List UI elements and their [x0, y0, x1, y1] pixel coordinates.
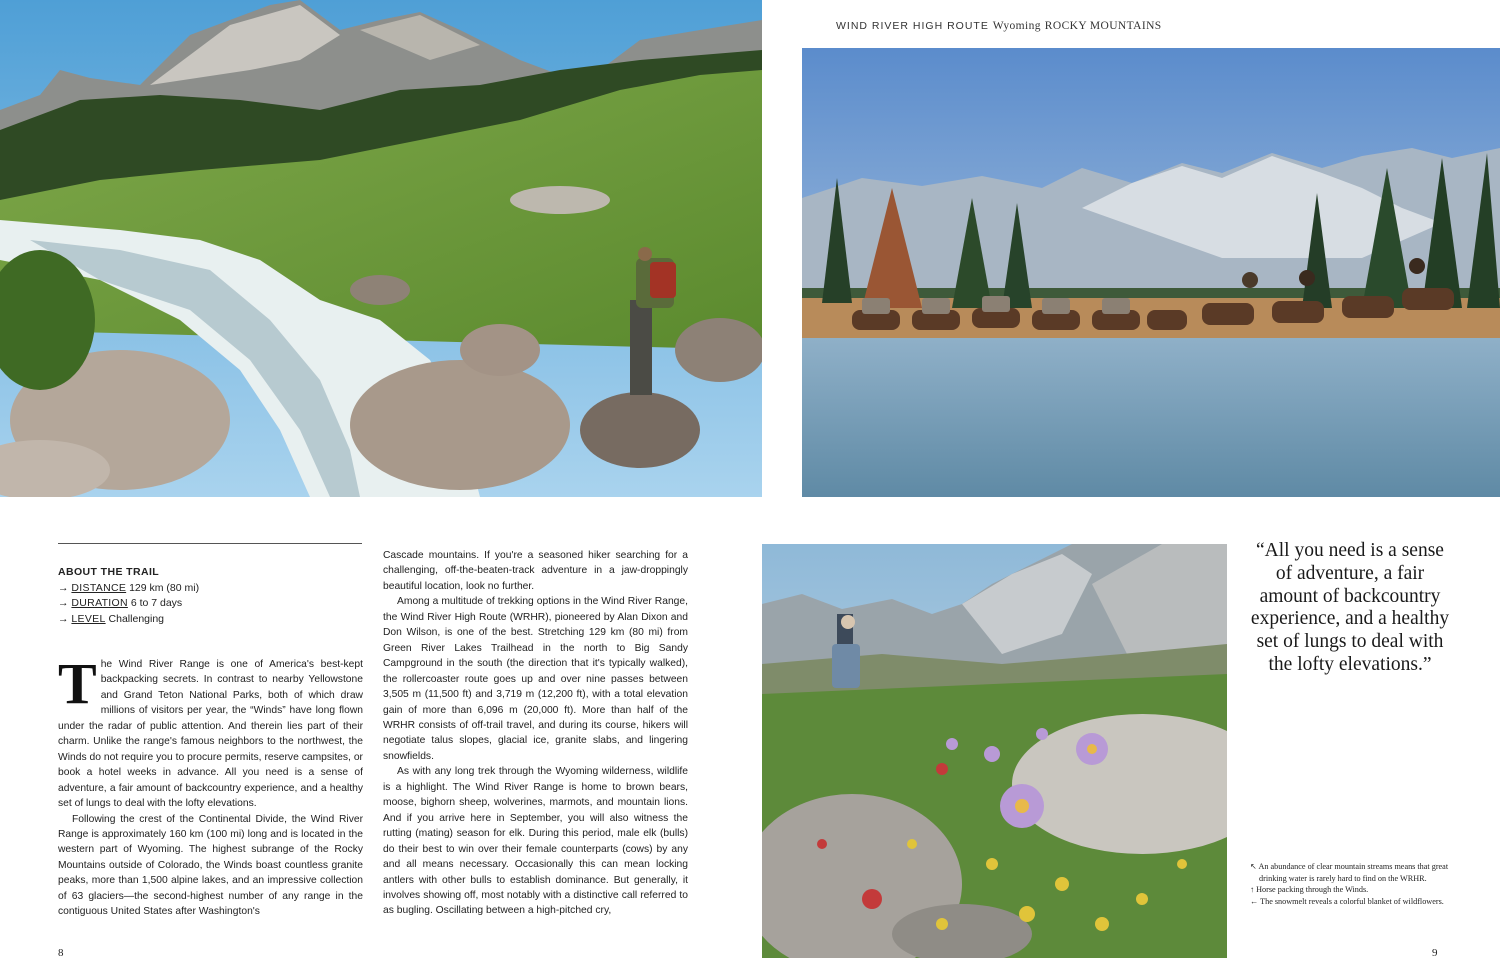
photo-captions — [1250, 861, 1460, 907]
about-item-distance — [58, 581, 358, 597]
header-region: ROCKY MOUNTAINS — [1044, 20, 1162, 32]
horse-packing-photo — [802, 48, 1500, 497]
header-trail: WIND RIVER HIGH ROUTE — [836, 20, 989, 32]
arrow-up-icon: ↑ — [1250, 885, 1255, 895]
about-item-duration — [58, 596, 358, 612]
caption-wildflowers: ← The snowmelt reveals a colorful blanket of wildflowers. — [1250, 896, 1444, 906]
about-item-level — [58, 612, 358, 628]
level-label: LEVEL — [71, 612, 106, 625]
arrow-left-icon: ← — [1250, 896, 1259, 906]
about-the-trail — [58, 565, 358, 627]
arrow-icon: → — [58, 581, 69, 594]
drop-cap: T — [58, 651, 97, 716]
running-header — [836, 20, 1162, 32]
distance-value: 129 km (80 mi) — [129, 581, 200, 594]
duration-label: DURATION — [71, 597, 128, 609]
body-paragraph: Among a multitude of trekking options in the Wind River Range, the Wind River High Route (WRHR), pioneered by Alan Dixon and Don Wilson, is one of the best. Stretching 129 km (80 mi) from Green River Lakes Trailhead in the north to Big Sandy Campground in the south (the direction that it's typically walked), the rollercoaster route goes up and over nine passes between 3,505 m (11,500 ft) and 3,719 m (12,200 ft), with a total elevation gain of more than 6,096 m (20,000 ft). More than half of the WRHR consists of off-trail travel, and during its course, hikers will negotiate talus slopes, glacial ice, granite slabs, and lingering snowfields. — [383, 596, 688, 762]
body-column-1 — [58, 651, 363, 920]
caption-horse-packing: ↑ Horse packing through the Winds. — [1250, 885, 1369, 895]
arrow-up-left-icon: ↖ — [1250, 862, 1257, 871]
arrow-icon: → — [58, 612, 69, 625]
body-paragraph: The Wind River Range is one of America's best-kept backpacking secrets. In contrast to nearby Yellowstone and Grand Teton National Parks, both of which draw millions of visitors per year, the “Winds” have long flown under the radar of public attention. And therein lies part of their charm. Unlike the range's famous neighbors to the northwest, the Winds do not require you to procure permits, reserve campsites, or book a hotel weeks in advance. All you need is a sense of adventure, a fair amount of backcountry experience, and a healthy set of lungs to deal with the lofty elevations. — [58, 651, 363, 810]
page-number-right: 9 — [1432, 947, 1438, 959]
pull-quote: “All you need is a sense of adventure, a fair amount of backcountry experience, and a healthy set of lungs to deal with the lofty elevations.” — [1250, 540, 1450, 675]
duration-value: 6 to 7 days — [130, 597, 183, 609]
about-title: ABOUT THE TRAIL — [58, 566, 160, 578]
body-paragraph: As with any long trek through the Wyoming wilderness, wildlife is a highlight. The Wind River Range is home to brown bears, moose, bighorn sheep, wolverines, marmots, and mountain lions. And if you arrive here in September, you will also witness the rutting (mating) season for elk. During this period, male elk (bulls) do their best to win over their female counterparts (cows) by any and all means necessary. Occasionally this can mean locking antlers with other bulls to establish dominance. But generally, it involves showing off, most notably with a distinctive call referred to as bugling. Oscillating between a high-pitched cry, — [383, 766, 688, 917]
arrow-icon: → — [58, 597, 69, 609]
body-paragraph: Cascade mountains. If you're a seasoned hiker searching for a challenging, off-the-beaten-track adventure in a jaw-droppingly beautiful location, look no further. — [383, 550, 688, 592]
level-value: Challenging — [108, 612, 165, 625]
stream-hiker-photo — [0, 0, 762, 497]
body-paragraph: Following the crest of the Continental Divide, the Wind River Range is approximately 160 km (100 mi) long and is located in the western part of Wyoming. The highest subrange of the Rocky Mountains outside of Colorado, the Winds boast countless granite peaks, more than 1,500 alpine lakes, and an impressive collection of 63 glaciers—the second-highest number of any range in the contiguous United States after Washington's — [58, 813, 363, 918]
body-column-2 — [383, 548, 688, 919]
page-number-left: 8 — [58, 947, 64, 959]
caption-stream: ↖ An abundance of clear mountain streams means that great drinking water is rarely hard to find on the WRHR. — [1250, 862, 1449, 883]
wildflowers-photo — [762, 544, 1227, 958]
distance-label: DISTANCE — [71, 581, 127, 594]
section-rule — [58, 543, 362, 544]
header-state: Wyoming — [992, 20, 1041, 32]
